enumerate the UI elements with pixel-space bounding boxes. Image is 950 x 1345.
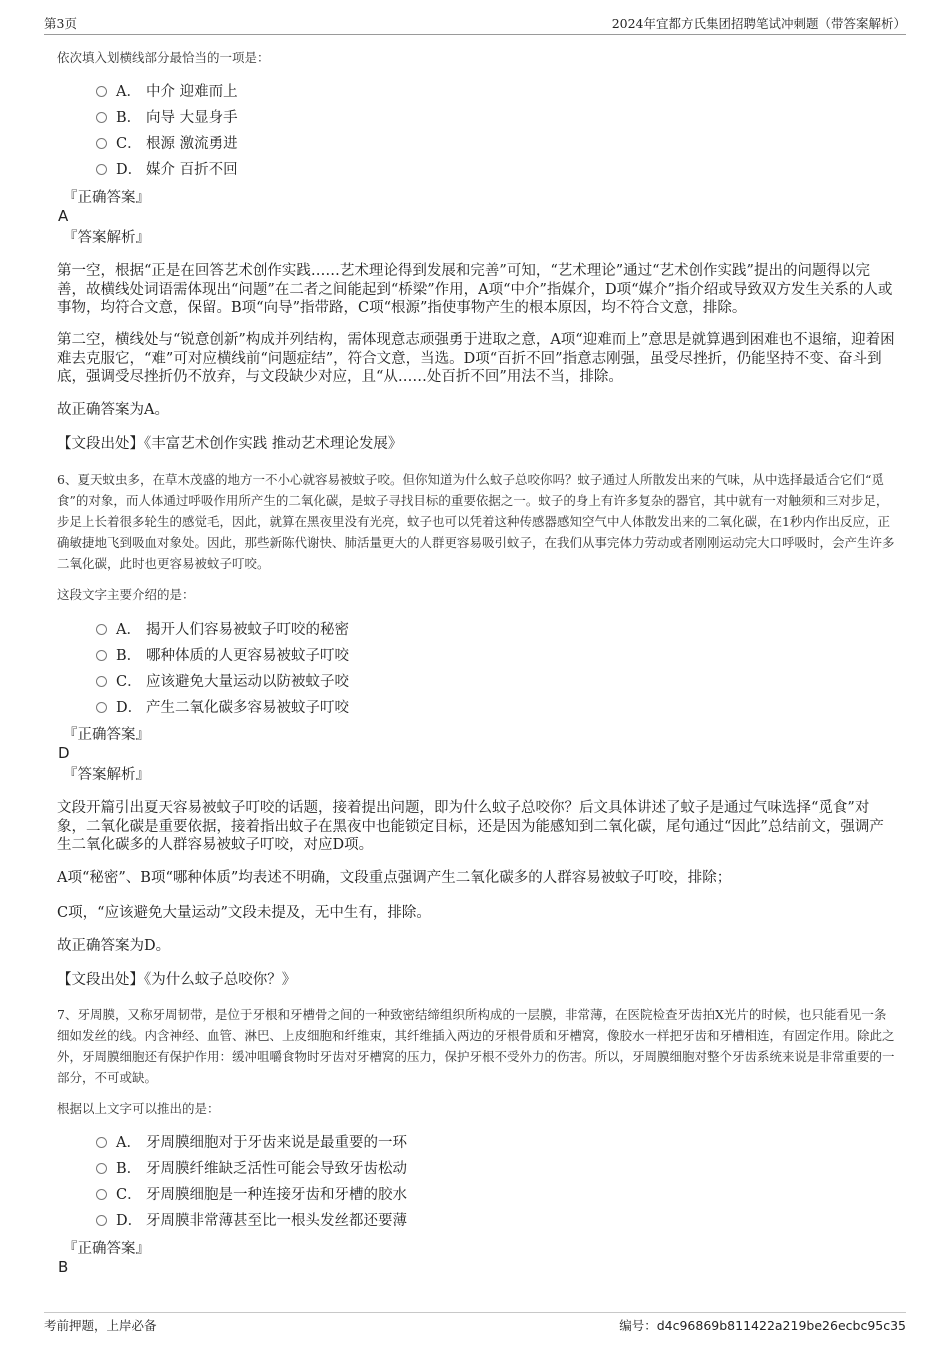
q7-options xyxy=(96,1130,796,1234)
answer-heading: 『正确答案』 xyxy=(63,727,150,743)
analysis-paragraph: 第二空，横线处与“锐意创新”构成并列结构，需体现意志顽强勇于进取之意，A项“迎难而上”意思是就算遇到困难也不退缩，迎着困难去克服它，“难”可对应横线前“问题症结”，符合文意，当选。D项“百折不回”指意志刚强，虽受尽挫折，仍能坚持不变、奋斗到底，强调受尽挫折仍不放弃，与文段缺少对应，且“从……处百折不回”用法不当，排除。 xyxy=(57,332,895,385)
q5-options xyxy=(96,79,796,183)
radio-icon[interactable] xyxy=(96,624,107,635)
option-b[interactable]: B． 向导 大显身手 xyxy=(96,105,796,131)
correct-answer: B xyxy=(58,1258,69,1276)
q7-prompt: 根据以上文字可以推出的是： xyxy=(57,1101,220,1116)
option-c[interactable]: C． 应该避免大量运动以防被蚊子咬 xyxy=(96,669,796,695)
analysis-paragraph: 文段开篇引出夏天容易被蚊子叮咬的话题，接着提出问题，即为什么蚊子总咬你？后文具体讲述了蚊子是通过气味选择“觅食”对象，二氧化碳是重要依据，接着指出蚊子在黑夜中也能锁定目标，还是因为能感知到二氧化碳，尾句通过“因此”总结前文，强调产生二氧化碳多的人群容易被蚊子叮咬，对应D项。 xyxy=(57,800,884,853)
radio-icon[interactable] xyxy=(96,676,107,687)
radio-icon[interactable] xyxy=(96,86,107,97)
option-a[interactable]: A． 牙周膜细胞对于牙齿来说是最重要的一环 xyxy=(96,1130,796,1156)
correct-answer: A xyxy=(58,207,69,225)
answer-heading: 『正确答案』 xyxy=(63,190,150,206)
option-b[interactable]: B． 哪种体质的人更容易被蚊子叮咬 xyxy=(96,643,796,669)
option-d[interactable]: D． 产生二氧化碳多容易被蚊子叮咬 xyxy=(96,695,796,721)
correct-answer: D xyxy=(58,744,70,762)
analysis-heading: 『答案解析』 xyxy=(63,230,150,246)
analysis-conclusion: 故正确答案为D。 xyxy=(57,938,171,954)
q7-passage: 7、牙周膜，又称牙周韧带，是位于牙根和牙槽骨之间的一种致密结缔组织所构成的一层膜，非常薄，在医院检查牙齿拍X光片的时候，也只能看见一条细如发丝的线。内含神经、血管、淋巴、上皮细胞和纤维束，其纤维插入两边的牙根骨质和牙槽窝，像胶水一样把牙齿和牙槽相连，有固定作用。除此之外，牙周膜细胞还有保护作用：缓冲咀嚼食物时牙齿对牙槽窝的压力，保护牙根不受外力的伤害。所以，牙周膜细胞对整个牙齿系统来说是非常重要的一部分，不可或缺。 xyxy=(57,1007,895,1085)
radio-icon[interactable] xyxy=(96,138,107,149)
option-a[interactable]: A． 揭开人们容易被蚊子叮咬的秘密 xyxy=(96,617,796,643)
radio-icon[interactable] xyxy=(96,112,107,123)
analysis-paragraph: 第一空，根据“正是在回答艺术创作实践……艺术理论得到发展和完善”可知，“艺术理论”通过“艺术创作实践”提出的问题得以完善，故横线处词语需体现出“问题”在二者之间能起到“桥梁”作用，A项“中介”指媒介，D项“媒介”指介绍或导致双方发生关系的人或事物，均符合文意，保留。B项“向导”指带路，C项“根源”指使事物产生的根本原因，均不符合文意，排除。 xyxy=(57,263,893,316)
source-citation: 【文段出处】《丰富艺术创作实践 推动艺术理论发展》 xyxy=(57,436,403,452)
analysis-conclusion: 故正确答案为A。 xyxy=(57,402,169,418)
radio-icon[interactable] xyxy=(96,1189,107,1200)
page-number: 第3页 xyxy=(44,16,77,31)
source-citation: 【文段出处】《为什么蚊子总咬你？》 xyxy=(57,972,297,988)
answer-heading: 『正确答案』 xyxy=(63,1241,150,1257)
page-header xyxy=(44,14,906,35)
option-c[interactable]: C． 牙周膜细胞是一种连接牙齿和牙槽的胶水 xyxy=(96,1182,796,1208)
radio-icon[interactable] xyxy=(96,1163,107,1174)
radio-icon[interactable] xyxy=(96,702,107,713)
document-title: 2024年宜都方氏集团招聘笔试冲刺题（带答案解析） xyxy=(611,16,906,31)
analysis-paragraph: A项“秘密”、B项“哪种体质”均表述不明确，文段重点强调产生二氧化碳多的人群容易被蚊子叮咬，排除； xyxy=(57,870,732,886)
q5-prompt: 依次填入划横线部分最恰当的一项是： xyxy=(57,50,270,65)
q6-options xyxy=(96,617,796,721)
option-d[interactable]: D． 媒介 百折不回 xyxy=(96,157,796,183)
q6-passage: 6、夏天蚊虫多，在草木茂盛的地方一不小心就容易被蚊子咬。但你知道为什么蚊子总咬你吗？蚊子通过人所散发出来的气味，从中选择最适合它们“觅食”的对象，而人体通过呼吸作用所产生的二氧化碳，是蚊子寻找目标的重要依据之一。蚊子的身上有许多复杂的器官，其中就有一对触须和三对步足，步足上长着很多轮生的感觉毛，因此，就算在黑夜里没有光亮，蚊子也可以凭着这种传感器感知空气中人体散发出来的二氧化碳，在1秒内作出反应，正确敏捷地飞到吸血对象处。因此，那些新陈代谢快、肺活量更大的人群更容易吸引蚊子，在我们从事完体力劳动或者刚刚运动完大口呼吸时，会产生许多二氧化碳，此时也更容易被蚊子叮咬。 xyxy=(57,472,895,571)
analysis-heading: 『答案解析』 xyxy=(63,767,150,783)
option-c[interactable]: C． 根源 激流勇进 xyxy=(96,131,796,157)
radio-icon[interactable] xyxy=(96,1215,107,1226)
document-code: 编号：d4c96869b811422a219be26ecbc95c35 xyxy=(619,1318,906,1333)
radio-icon[interactable] xyxy=(96,650,107,661)
option-b[interactable]: B． 牙周膜纤维缺乏活性可能会导致牙齿松动 xyxy=(96,1156,796,1182)
analysis-paragraph: C项，“应该避免大量运动”文段未提及，无中生有，排除。 xyxy=(57,905,431,921)
option-d[interactable]: D． 牙周膜非常薄甚至比一根头发丝都还要薄 xyxy=(96,1208,796,1234)
radio-icon[interactable] xyxy=(96,1137,107,1148)
footer-slogan: 考前押题，上岸必备 xyxy=(44,1318,157,1333)
radio-icon[interactable] xyxy=(96,164,107,175)
q6-prompt: 这段文字主要介绍的是： xyxy=(57,587,195,602)
option-a[interactable]: A． 中介 迎难而上 xyxy=(96,79,796,105)
page-footer xyxy=(44,1312,906,1333)
